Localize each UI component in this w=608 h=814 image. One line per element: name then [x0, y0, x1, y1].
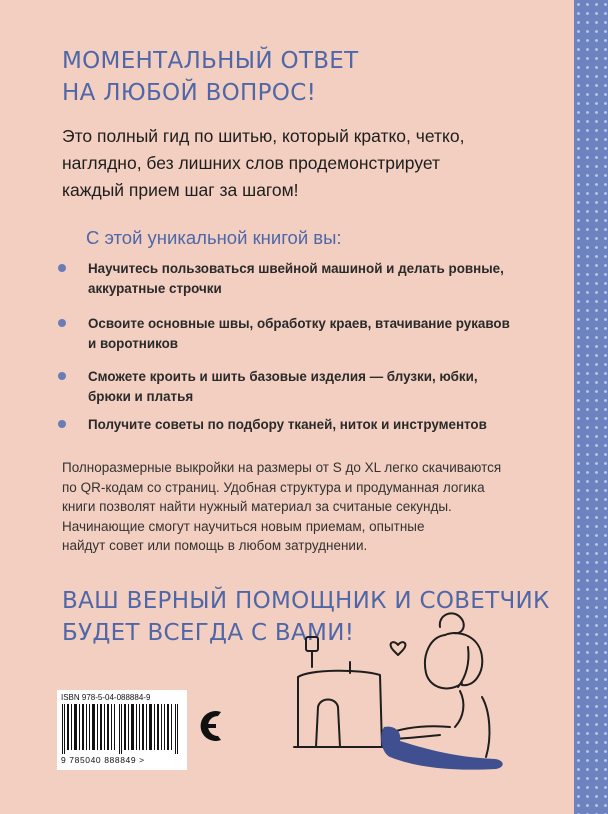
- headline-top: [62, 45, 359, 109]
- description-line: найдут совет или помощь в любом затруднении.: [62, 538, 368, 553]
- barcode-number: 9 785040 888849 >: [61, 755, 145, 765]
- feature-text: [88, 367, 528, 407]
- feature-line: брюки и платья: [88, 389, 194, 404]
- feature-line: Научитесь пользоваться швейной машиной и делать ровные,: [88, 261, 504, 276]
- description-line: по QR-кодам со страниц. Удобная структура и продуманная логика: [62, 479, 485, 495]
- intro-line: Это полный гид по шитью, который кратко, четко,: [62, 126, 465, 146]
- spine-pattern: [574, 0, 608, 814]
- bullet-dot-icon: [58, 319, 66, 327]
- feature-text: [88, 314, 528, 354]
- headline-top-line-1: МОМЕНТАЛЬНЫЙ ОТВЕТ: [62, 48, 359, 74]
- sewing-woman-illustration: [290, 607, 515, 782]
- bullet-dot-icon: [58, 372, 66, 380]
- feature-line: Получите советы по подбору тканей, ниток и инструментов: [88, 417, 487, 432]
- feature-line: Сможете кроить и шить базовые изделия — блузки, юбки,: [88, 369, 478, 384]
- subheading: С этой уникальной книгой вы:: [86, 227, 342, 248]
- feature-text: [88, 415, 528, 435]
- headline-bottom-line-1: ВАШ ВЕРНЫЙ ПОМОЩНИК И СОВЕТЧИК: [62, 588, 550, 614]
- feature-line: Освоите основные швы, обработку краев, втачивание рукавов: [88, 316, 510, 331]
- description-text: [62, 458, 542, 556]
- intro-line: каждый прием шаг за шагом!: [62, 180, 299, 200]
- isbn-label: ISBN 978-5-04-088884-9: [61, 693, 151, 702]
- intro-text: [62, 123, 562, 204]
- barcode-icon: [61, 704, 183, 754]
- feature-line: аккуратные строчки: [88, 281, 222, 296]
- description-line: Полноразмерные выкройки на размеры от S до XL легко скачиваются: [62, 460, 502, 475]
- feature-line: и воротников: [88, 336, 179, 351]
- description-line: книги позволят найти нужный материал за считаные секунды.: [62, 499, 452, 514]
- isbn-barcode-box: [57, 690, 187, 770]
- publisher-logo-icon: [194, 704, 224, 748]
- description-line: Начинающие смогут научиться новым приемам, опытные: [62, 518, 425, 534]
- feature-text: [88, 259, 528, 299]
- bullet-dot-icon: [58, 264, 66, 272]
- headline-top-line-2: НА ЛЮБОЙ ВОПРОС!: [62, 80, 317, 106]
- intro-line: наглядно, без лишних слов продемонстрирует: [62, 153, 441, 173]
- headline-bottom-line-2: БУДЕТ ВСЕГДА С ВАМИ!: [62, 620, 355, 646]
- bullet-dot-icon: [58, 420, 66, 428]
